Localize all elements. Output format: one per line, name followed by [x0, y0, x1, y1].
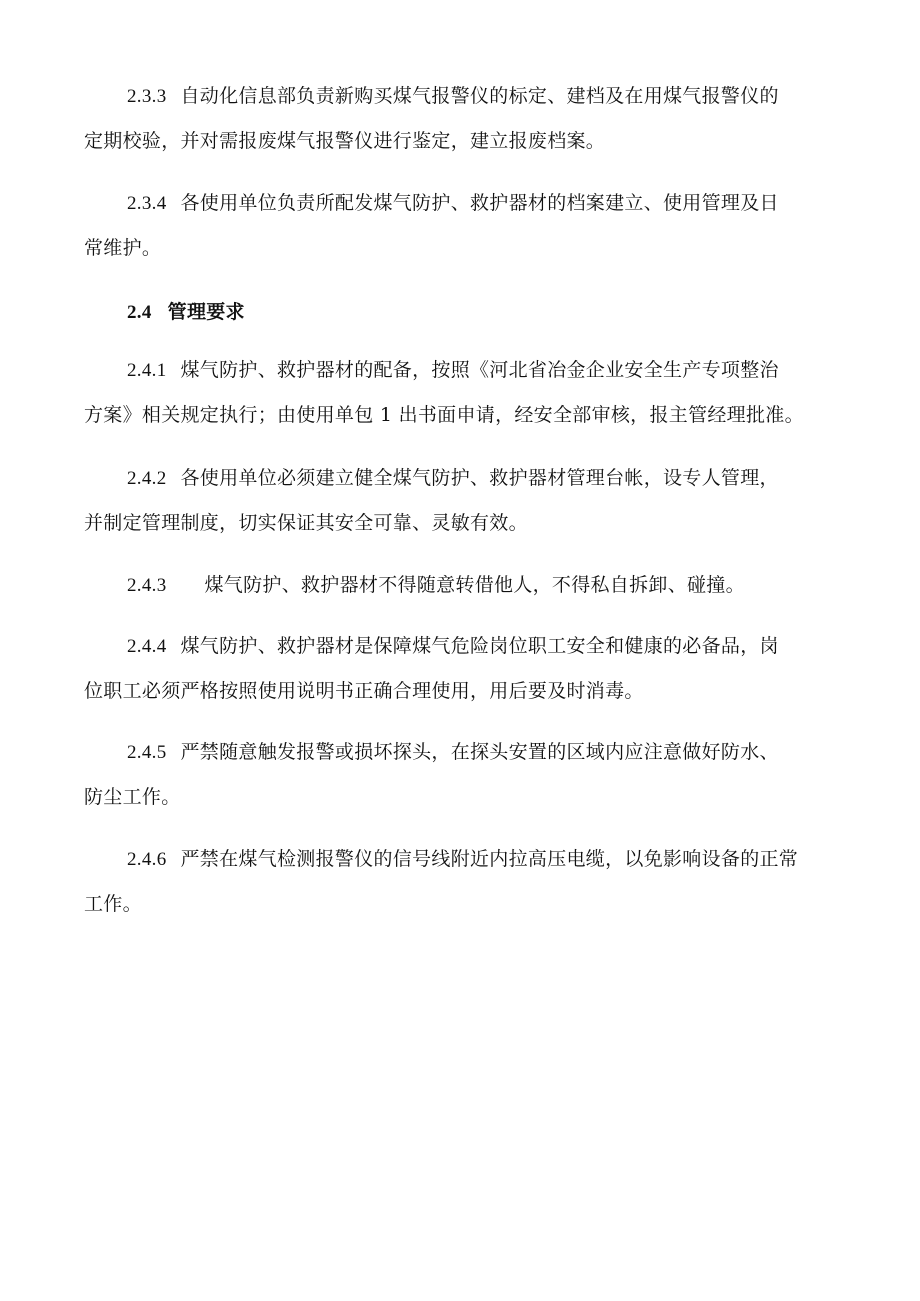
clause-number: 2.4.2 — [127, 468, 167, 489]
paragraph-text: 常维护。 — [84, 237, 162, 259]
paragraph-text: 位职工必须严格按照使用说明书正确合理使用，用后要及时消毒。 — [84, 680, 644, 702]
paragraph-line — [84, 74, 834, 119]
paragraph-text: 定期校验，并对需报废煤气报警仪进行鉴定，建立报废档案。 — [84, 130, 606, 152]
paragraph-2-3-3 — [84, 74, 834, 164]
clause-number: 2.4.3 — [127, 575, 167, 596]
paragraph-text: 并制定管理制度，切实保证其安全可靠、灵敏有效。 — [84, 512, 528, 534]
paragraph-line — [84, 563, 834, 608]
paragraph-text: 严禁在煤气检测报警仪的信号线附近内拉高压电缆，以免影响设备的正常 — [180, 848, 799, 870]
paragraph-text: 自动化信息部负责新购买煤气报警仪的标定、建档及在用煤气报警仪的 — [180, 85, 779, 107]
paragraph-2-4-4 — [84, 624, 834, 714]
paragraph-text: 严禁随意触发报警或损坏探头，在探头安置的区域内应注意做好防水、 — [180, 741, 779, 763]
clause-number: 2.3.4 — [127, 193, 167, 214]
paragraph-2-4-2 — [84, 456, 834, 546]
paragraph-line — [84, 348, 834, 393]
clause-number: 2.3.3 — [127, 86, 167, 107]
paragraph-text: 各使用单位必须建立健全煤气防护、救护器材管理台帐，设专人管理， — [180, 467, 779, 489]
paragraph-text: 工作。 — [84, 893, 142, 915]
paragraph-2-4-5 — [84, 730, 834, 820]
paragraph-2-4-6 — [84, 837, 834, 927]
clause-number: 2.4.1 — [127, 360, 167, 381]
paragraph-line — [84, 181, 834, 226]
paragraph-text: 方案》相关规定执行；由使用单包 1 出书面申请，经安全部审核，报主管经理批准。 — [84, 404, 804, 426]
section-heading-2-4 — [127, 290, 245, 335]
paragraph-line — [84, 837, 834, 882]
paragraph-line — [84, 730, 834, 775]
clause-number: 2.4.5 — [127, 742, 167, 763]
paragraph-line — [84, 456, 834, 501]
paragraph-line — [84, 624, 834, 669]
paragraph-2-4-3 — [84, 563, 834, 608]
paragraph-text: 防尘工作。 — [84, 786, 181, 808]
heading-number: 2.4 — [127, 302, 152, 323]
paragraph-2-3-4 — [84, 181, 834, 271]
heading-title: 管理要求 — [167, 301, 245, 323]
paragraph-text: 煤气防护、救护器材的配备，按照《河北省冶金企业安全生产专项整治 — [180, 359, 779, 381]
paragraph-text: 各使用单位负责所配发煤气防护、救护器材的档案建立、使用管理及日 — [180, 192, 779, 214]
paragraph-2-4-1 — [84, 348, 834, 438]
paragraph-text: 煤气防护、救护器材是保障煤气危险岗位职工安全和健康的必备品，岗 — [180, 635, 779, 657]
paragraph-text: 煤气防护、救护器材不得随意转借他人，不得私自拆卸、碰撞。 — [204, 574, 745, 596]
clause-number: 2.4.4 — [127, 636, 167, 657]
clause-number: 2.4.6 — [127, 849, 167, 870]
